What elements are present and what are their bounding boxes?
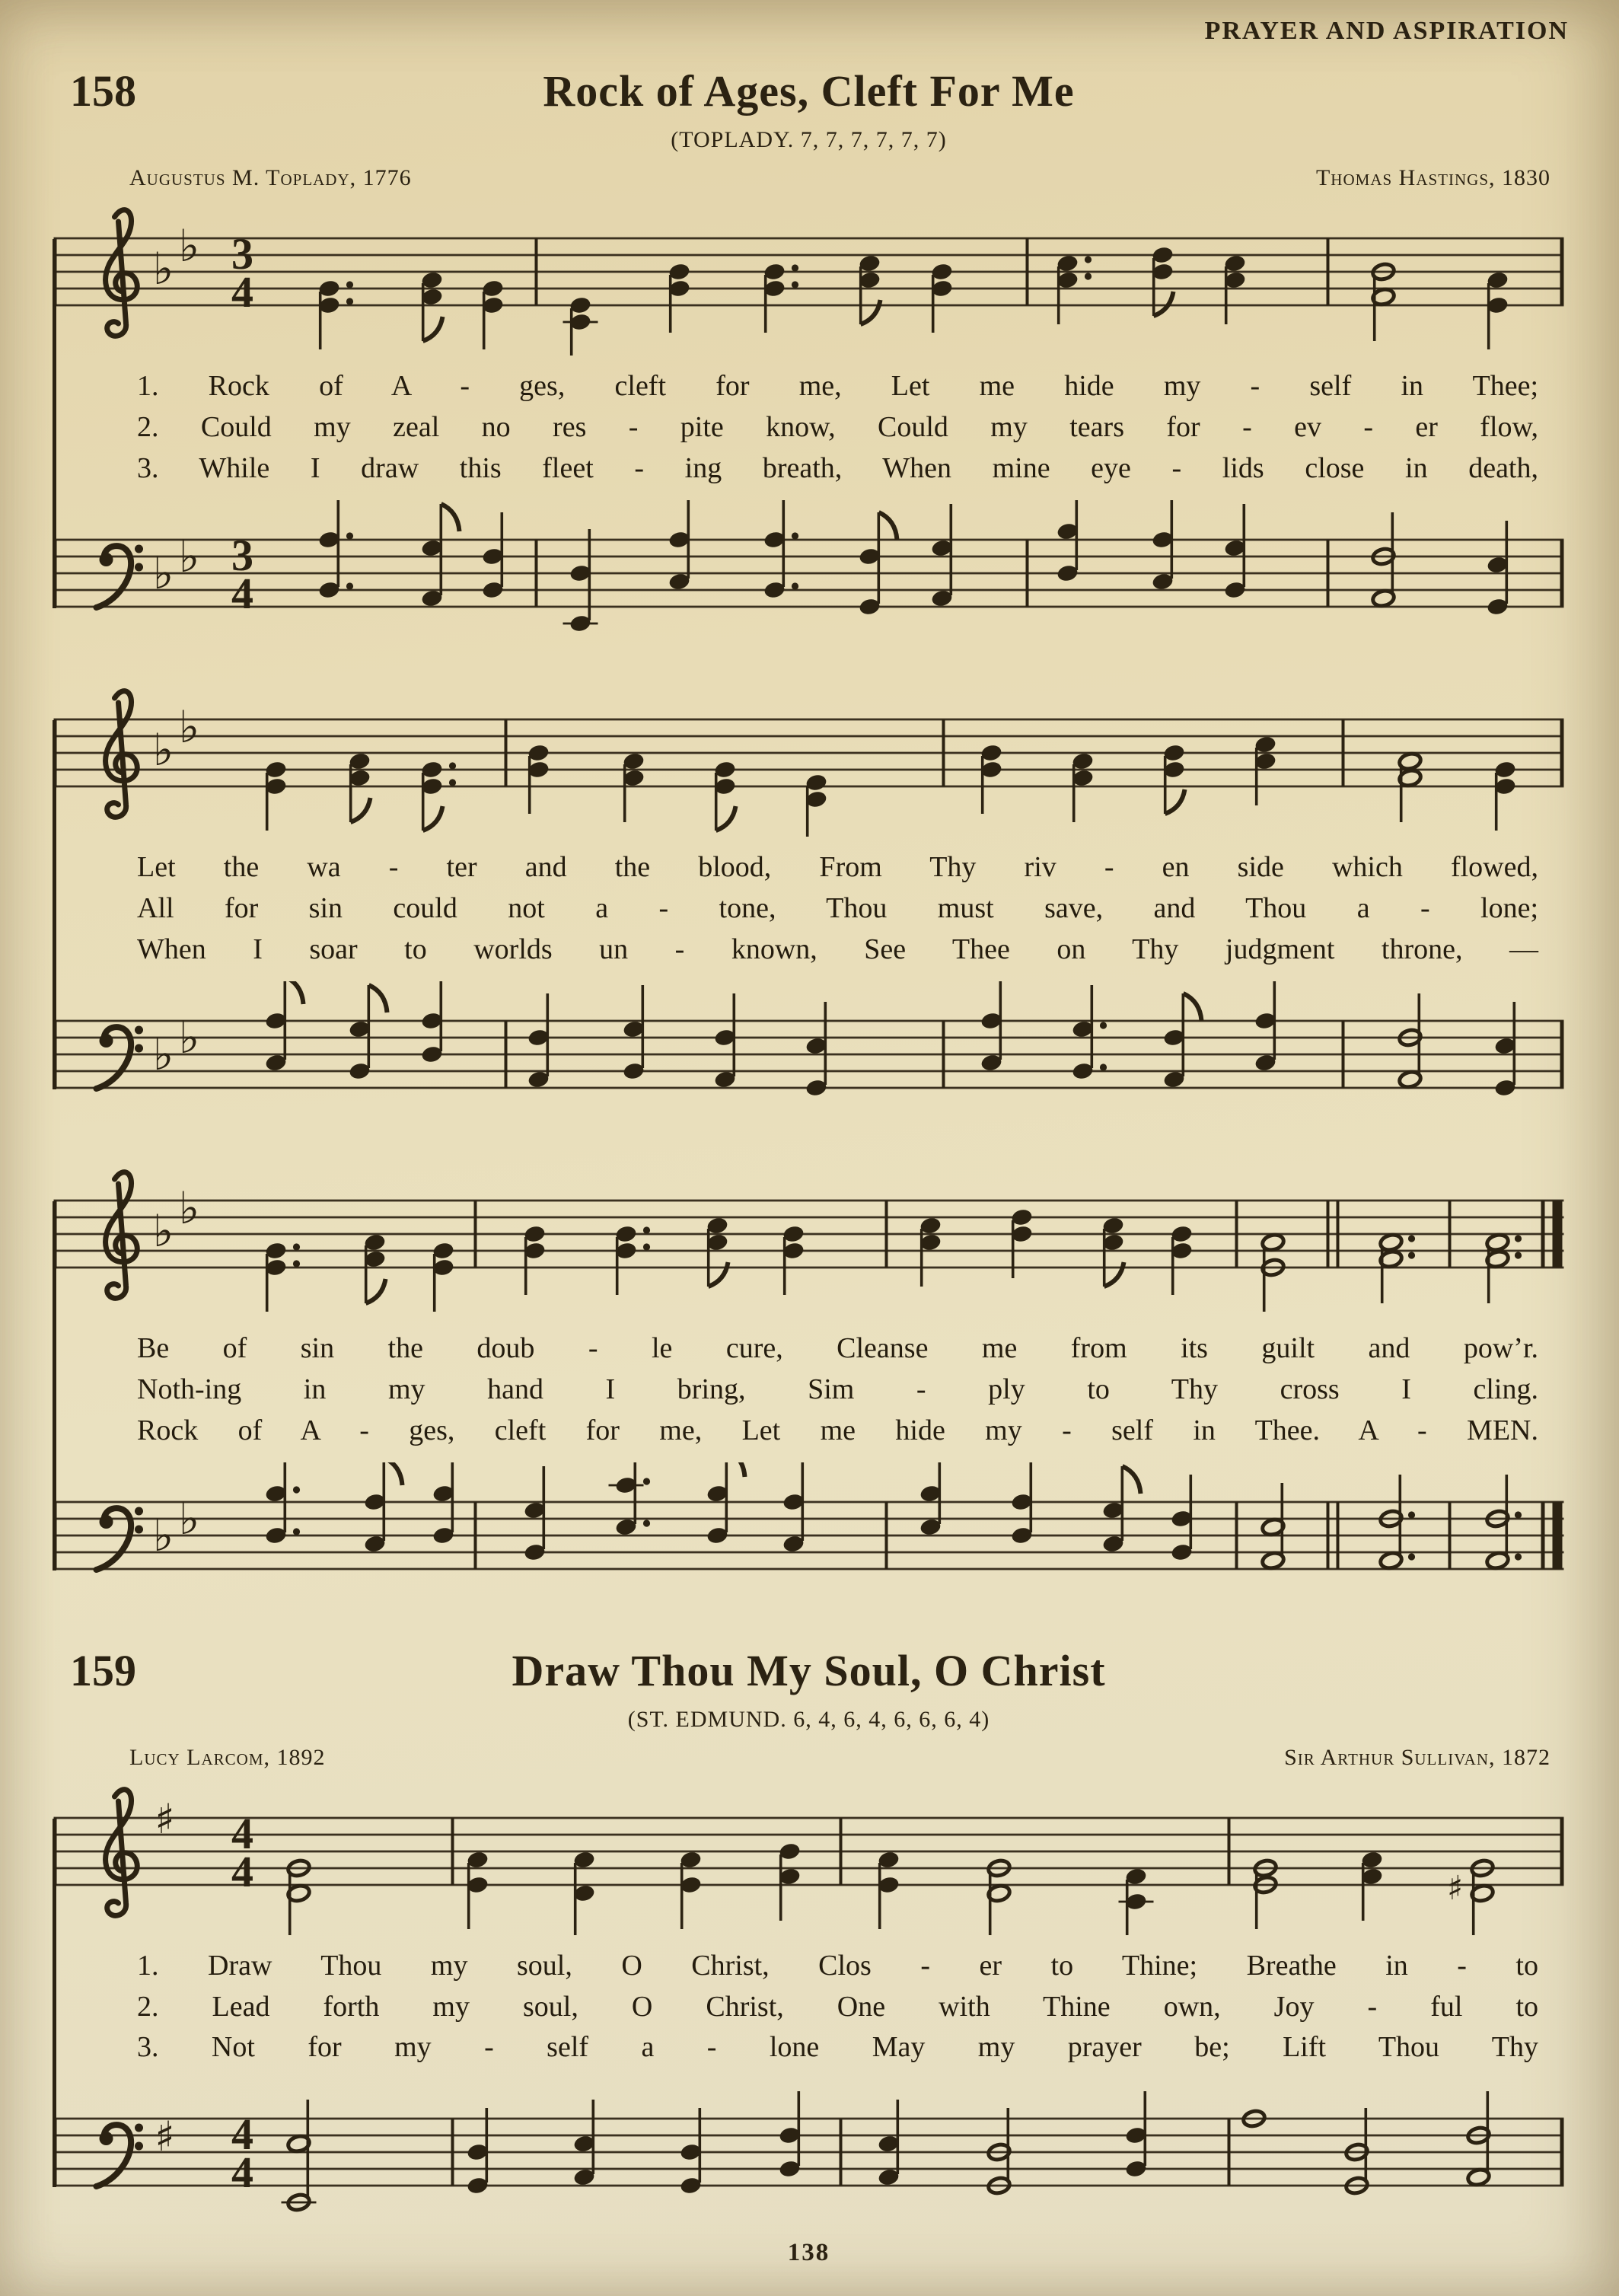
tune-meta: (ST. EDMUND. 6, 4, 6, 4, 6, 6, 6, 4) — [627, 1706, 990, 1732]
lyric-line: Let the wa - ter and the blood, From Thy riv - en side which flowed, — [137, 850, 1538, 883]
lyric-line: Be of sin the doub - le cure, Cleanse me from its guilt and pow’r. — [137, 1331, 1538, 1364]
lyric-line: 3. While I draw this fleet - ing breath, When mine eye - lids close in death, — [137, 451, 1538, 484]
hymn-158 — [47, 65, 1570, 1619]
hymn-number: 159 — [70, 1645, 136, 1695]
composer-credit: Sir Arthur Sullivan, 1872 — [1284, 1744, 1550, 1770]
music-staff-treble — [47, 1161, 1570, 1318]
svg-text:3: 3 — [231, 229, 253, 279]
music-staff-treble — [47, 680, 1570, 837]
lyric-line: 2. Could my zeal no res - pite know, Could my tears for - ev - er flow, — [137, 410, 1538, 443]
svg-text:♯: ♯ — [155, 2113, 175, 2161]
svg-text:♭: ♭ — [178, 530, 200, 582]
lyric-line: All for sin could not a - tone, Thou must save, and Thou a - lone; — [137, 891, 1538, 924]
svg-text:4: 4 — [231, 1808, 253, 1858]
music-system-3 — [47, 1161, 1570, 1619]
svg-text:♭: ♭ — [152, 1509, 174, 1561]
lyric-line: 3. Not for my - self a - lone May my prayer be; Lift Thou Thy — [137, 2031, 1538, 2064]
svg-text:♭: ♭ — [178, 700, 200, 753]
tune-meta: (TOPLADY. 7, 7, 7, 7, 7, 7) — [671, 127, 947, 152]
hymn-title: Draw Thou My Soul, O Christ — [512, 1645, 1106, 1695]
svg-text:♭: ♭ — [178, 1011, 200, 1063]
hymn-159 — [47, 1645, 1570, 2237]
music-system-2 — [47, 680, 1570, 1138]
svg-text:4: 4 — [231, 267, 253, 317]
hymn-title: Rock of Ages, Cleft For Me — [543, 66, 1075, 116]
svg-text:♭: ♭ — [152, 243, 174, 295]
music-staff-bass — [47, 981, 1570, 1138]
music-staff-treble — [47, 199, 1570, 356]
svg-text:♭: ♭ — [152, 1028, 174, 1080]
svg-text:4: 4 — [231, 1846, 253, 1896]
svg-text:♯: ♯ — [1446, 1868, 1464, 1908]
music-system-4 — [47, 1778, 1570, 2237]
page-number: 138 — [787, 2239, 830, 2267]
author-credit: Augustus M. Toplady, 1776 — [129, 165, 412, 190]
svg-text:♭: ♭ — [152, 547, 174, 599]
composer-credit: Thomas Hastings, 1830 — [1315, 165, 1550, 190]
svg-text:♭: ♭ — [152, 1204, 174, 1257]
author-credit: Lucy Larcom, 1892 — [129, 1744, 326, 1770]
svg-text:♭: ♭ — [178, 220, 200, 272]
lyric-block — [47, 1935, 1570, 2080]
svg-text:♭: ♭ — [152, 723, 174, 776]
svg-text:♯: ♯ — [155, 1794, 175, 1843]
music-system-1 — [47, 199, 1570, 657]
hymn-number: 158 — [70, 66, 136, 116]
section-header: PRAYER AND ASPIRATION — [1204, 17, 1569, 45]
lyric-line: 1. Draw Thou my soul, O Christ, Clos - er to Thine; Breathe in - to — [137, 1949, 1538, 1982]
svg-text:♭: ♭ — [178, 1492, 200, 1545]
lyric-block — [47, 837, 1570, 981]
svg-text:4: 4 — [231, 2109, 253, 2160]
music-staff-bass — [47, 2079, 1570, 2236]
lyric-line: 1. Rock of A - ges, cleft for me, Let me hide my - self in Thee; — [137, 370, 1538, 402]
lyric-line: When I soar to worlds un - known, See Thee on Thy judgment throne, — — [137, 933, 1538, 965]
lyric-line: Noth-ing in my hand I bring, Sim - ply to Thy cross I cling. — [137, 1373, 1538, 1405]
svg-text:4: 4 — [231, 568, 253, 618]
music-staff-treble — [47, 1778, 1570, 1935]
music-staff-bass — [47, 500, 1570, 657]
lyric-line: Rock of A - ges, cleft for me, Let me hide my - self in Thee. A - MEN. — [137, 1414, 1538, 1446]
lyric-block — [47, 1318, 1570, 1462]
svg-text:♭: ♭ — [178, 1181, 200, 1234]
lyric-block — [47, 356, 1570, 500]
svg-text:4: 4 — [231, 2148, 253, 2198]
lyric-line: 2. Lead forth my soul, O Christ, One with Thine own, Joy - ful to — [137, 1990, 1538, 2023]
svg-text:3: 3 — [231, 530, 253, 580]
music-staff-bass — [47, 1462, 1570, 1619]
